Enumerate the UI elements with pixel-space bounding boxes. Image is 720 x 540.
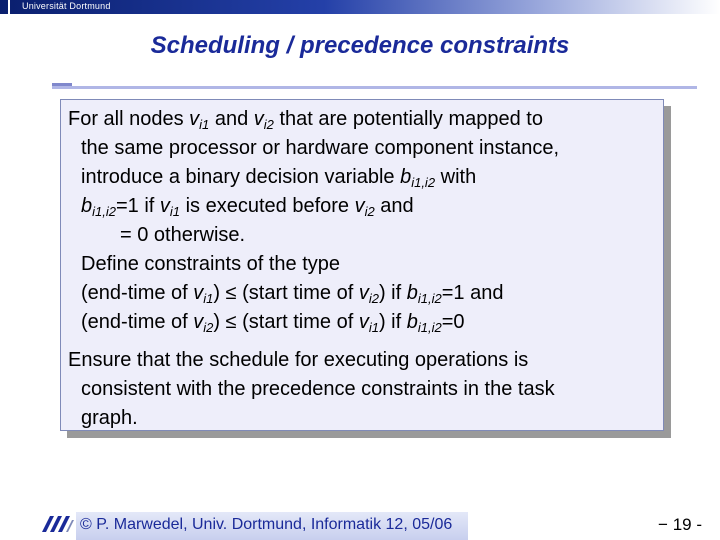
paragraph-schedule	[68, 346, 663, 433]
text-line: the same processor or hardware component instance,	[81, 137, 560, 159]
university-logo-icon	[40, 512, 74, 534]
title-underline	[52, 86, 697, 89]
sub-i1i2: i1,i2	[92, 204, 116, 219]
text-line	[68, 192, 663, 221]
page-number: − 19 -	[658, 515, 702, 534]
text-span: =1 and	[441, 282, 504, 304]
text-span: that are potentially mapped to	[273, 108, 543, 130]
sub-i2: i2	[364, 204, 375, 219]
var-v: v	[253, 108, 264, 130]
slide-title: Scheduling / precedence constraints	[150, 32, 570, 59]
text-line: consistent with the precedence constraints in the task	[81, 378, 555, 400]
var-b: b	[400, 166, 412, 188]
text-span: (end-time of	[81, 282, 194, 304]
var-b: b	[406, 311, 418, 333]
university-name: Universität Dortmund	[22, 1, 111, 11]
text-span: is executed before	[180, 195, 355, 217]
var-b: b	[406, 282, 418, 304]
sub-i1: i1	[368, 320, 379, 335]
text-span: with	[435, 166, 477, 188]
sub-i1i2: i1,i2	[417, 320, 442, 335]
var-v: v	[358, 282, 369, 304]
constraint-line-1	[68, 279, 663, 308]
var-b: b	[81, 195, 93, 217]
var-v: v	[193, 282, 204, 304]
constraint-line-2	[68, 308, 663, 337]
text-span: ) ≤ (start time of	[213, 311, 359, 333]
text-span: For all nodes	[68, 108, 190, 130]
footer-copyright: © P. Marwedel, Univ. Dortmund, Informatik 12, 05/06	[80, 516, 453, 533]
text-line: = 0 otherwise.	[120, 224, 246, 246]
text-span: introduce a binary decision variable	[81, 166, 401, 188]
sub-i2: i2	[203, 320, 214, 335]
sub-i1i2: i1,i2	[417, 291, 442, 306]
text-span: ) if	[378, 311, 407, 333]
corner-mark	[0, 0, 10, 14]
var-v: v	[189, 108, 200, 130]
text-line: Ensure that the schedule for executing operations is	[68, 349, 529, 371]
sub-i2: i2	[368, 291, 379, 306]
text-span: =0	[441, 311, 465, 333]
var-v: v	[159, 195, 170, 217]
text-span: and	[374, 195, 414, 217]
text-line: Define constraints of the type	[81, 253, 341, 275]
paragraph-decision-variable	[68, 105, 663, 337]
var-v: v	[354, 195, 365, 217]
sub-i1i2: i1,i2	[411, 175, 436, 190]
sub-i2: i2	[263, 117, 274, 132]
text-span: =1 if	[115, 195, 160, 217]
text-line: graph.	[81, 407, 138, 429]
text-line	[68, 105, 663, 134]
text-line	[68, 163, 663, 192]
sub-i1: i1	[203, 291, 214, 306]
var-v: v	[193, 311, 204, 333]
text-span: and	[209, 108, 254, 130]
sub-i1: i1	[199, 117, 210, 132]
sub-i1: i1	[169, 204, 181, 219]
text-span: ) if	[378, 282, 407, 304]
text-span: (end-time of	[81, 311, 194, 333]
text-span: ) ≤ (start time of	[213, 282, 359, 304]
var-v: v	[358, 311, 369, 333]
